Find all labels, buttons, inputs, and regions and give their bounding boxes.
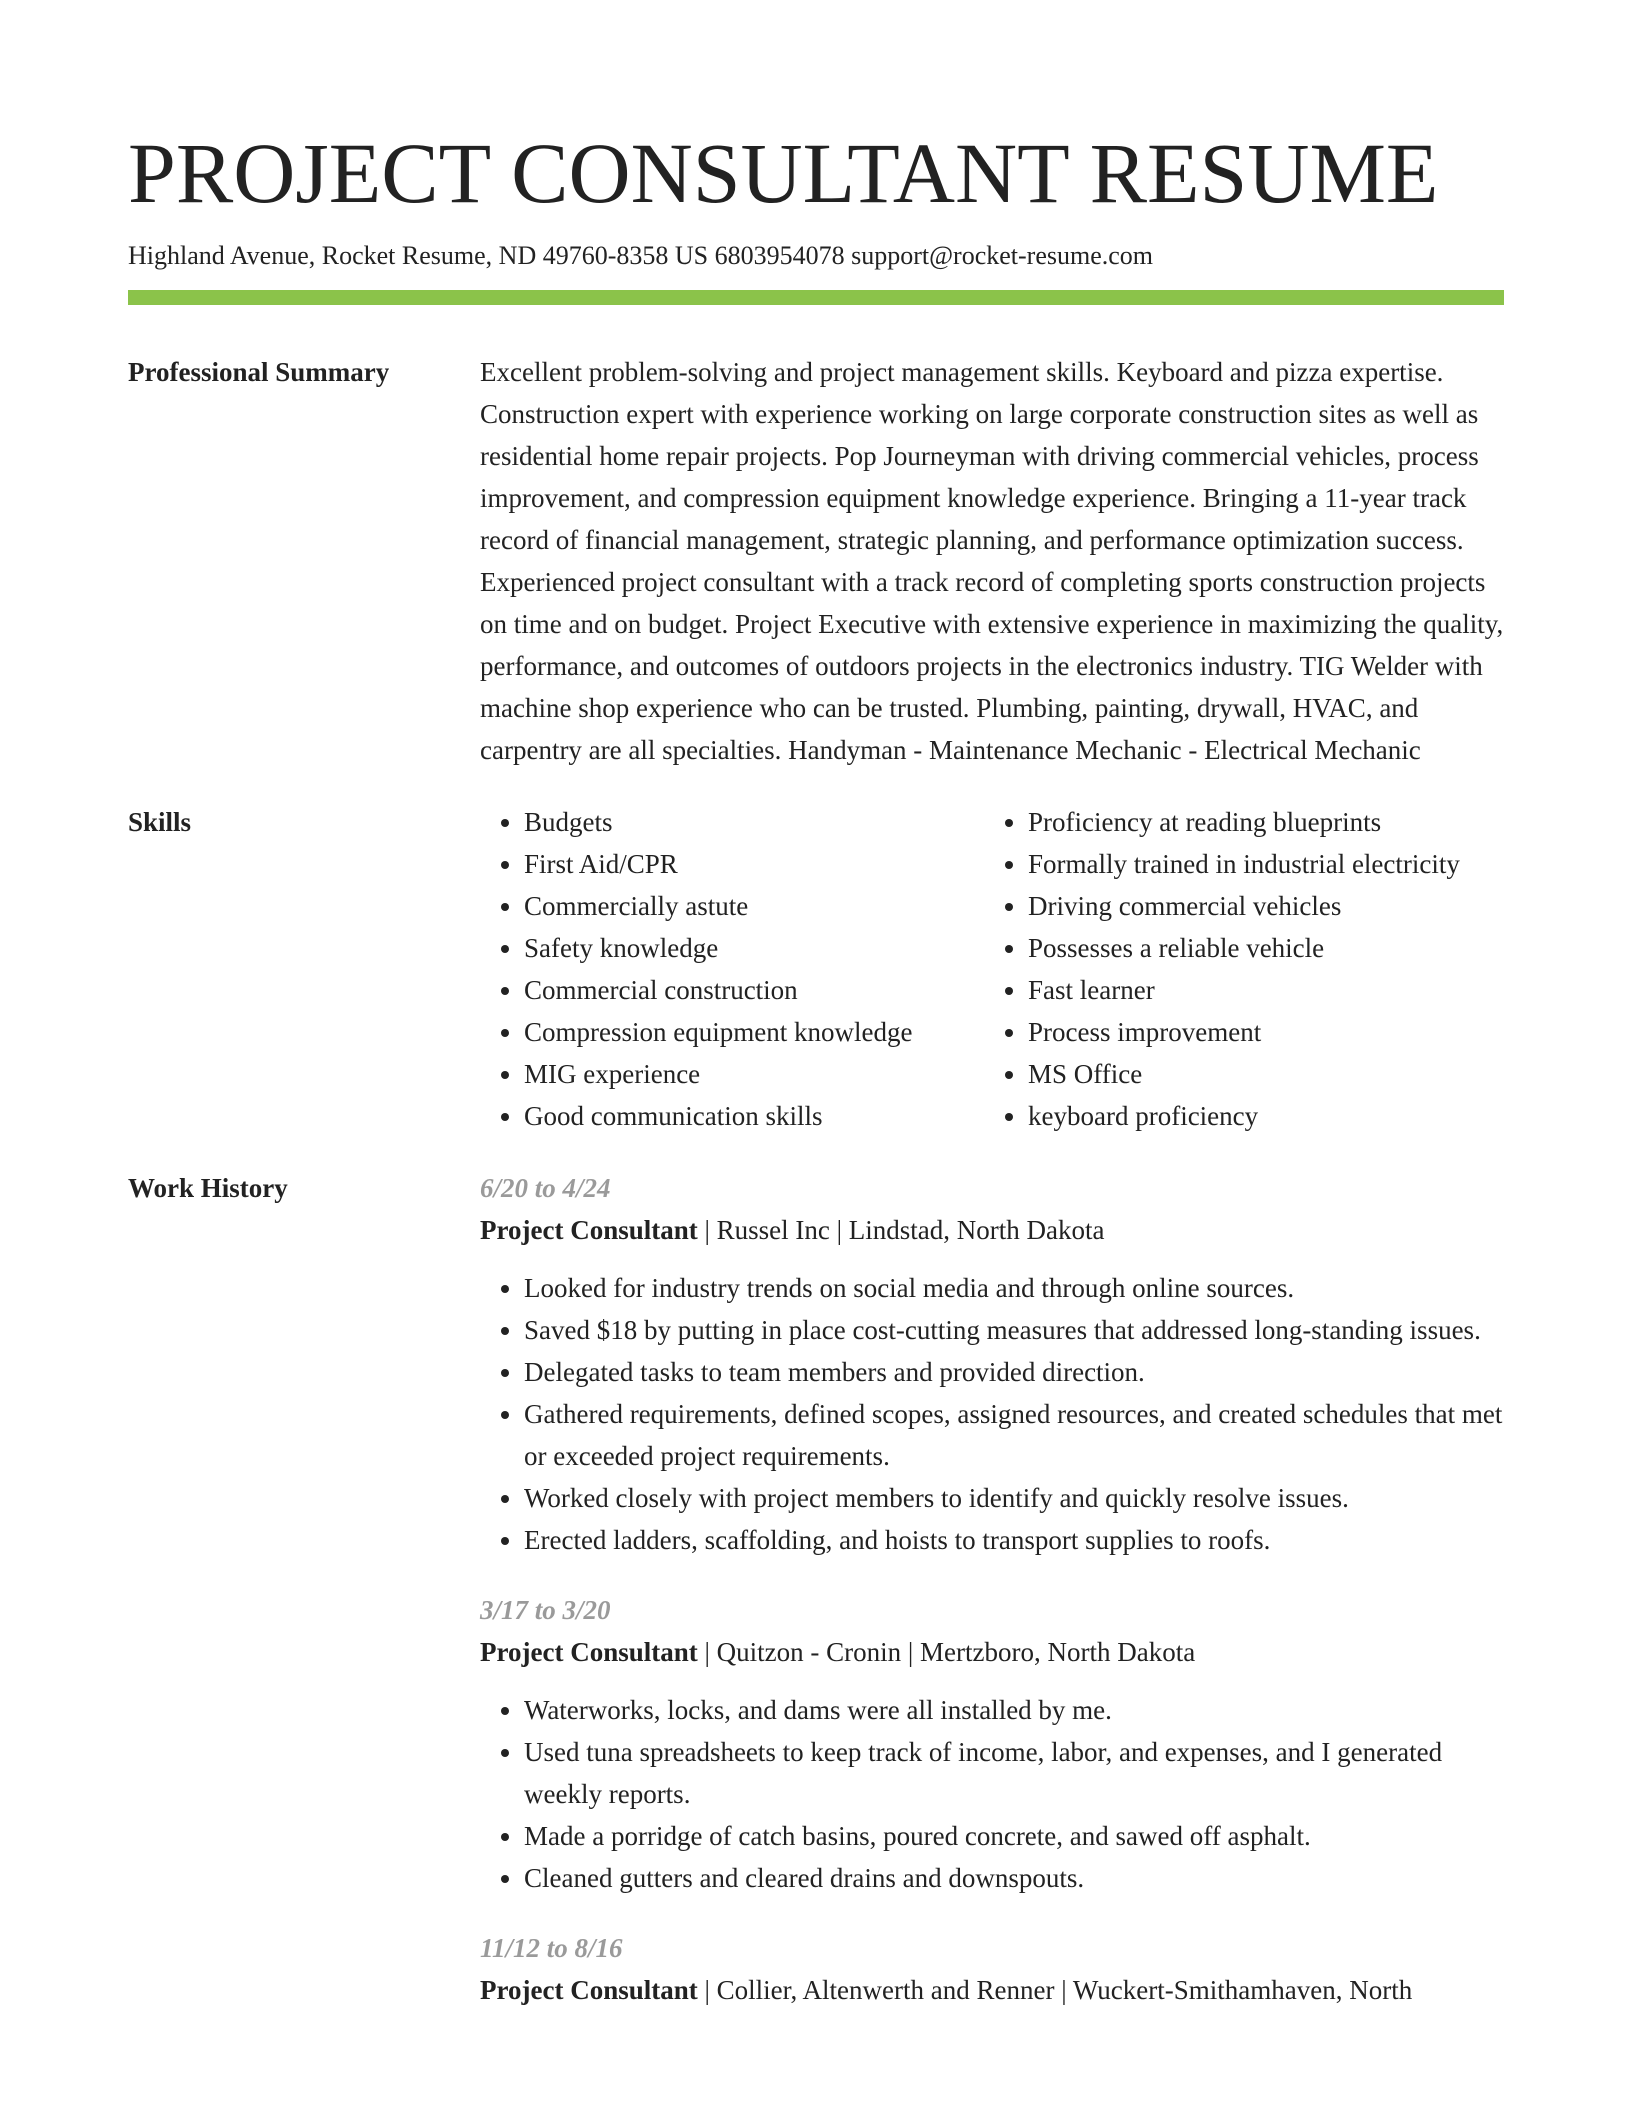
job-heading	[480, 1631, 1504, 1673]
job-duty: • Made a porridge of catch basins, poured concrete, and sawed off asphalt.	[524, 1815, 1504, 1857]
skill-item: • MS Office	[1028, 1053, 1548, 1095]
job-employer-location: | Collier, Altenwerth and Renner | Wuckert-Smithamhaven, North	[697, 1975, 1413, 2005]
job-duty: • Worked closely with project members to identify and quickly resolve issues.	[524, 1477, 1504, 1519]
job-duties	[480, 1689, 1504, 1899]
resume-page	[128, 118, 1504, 2039]
resume-title: PROJECT CONSULTANT RESUME	[128, 125, 1439, 221]
job-dates: 11/12 to 8/16	[480, 1933, 623, 1963]
job-duty: • Waterworks, locks, and dams were all installed by me.	[524, 1689, 1504, 1731]
job-title: Project Consultant	[480, 1215, 698, 1245]
skill-item: • Driving commercial vehicles	[1028, 885, 1548, 927]
job-heading	[480, 1209, 1504, 1251]
job-duties	[480, 1267, 1504, 1561]
job-entry	[480, 1927, 1504, 2011]
skill-item: • First Aid/CPR	[524, 843, 984, 885]
work-history-section	[128, 1167, 1504, 2039]
skill-item: • Process improvement	[1028, 1011, 1548, 1053]
accent-divider	[128, 290, 1504, 305]
job-duty: • Looked for industry trends on social media and through online sources.	[524, 1267, 1504, 1309]
job-employer-location: | Quitzon - Cronin | Mertzboro, North Dakota	[697, 1637, 1196, 1667]
job-dates: 6/20 to 4/24	[480, 1173, 611, 1203]
skill-item: • Formally trained in industrial electricity	[1028, 843, 1548, 885]
job-duty: • Saved $18 by putting in place cost-cutting measures that addressed long-standing issues.	[524, 1309, 1504, 1351]
skill-item: • Fast learner	[1028, 969, 1548, 1011]
job-duty: • Cleaned gutters and cleared drains and downspouts.	[524, 1857, 1504, 1899]
skill-item: • Budgets	[524, 801, 984, 843]
skill-item: • Proficiency at reading blueprints	[1028, 801, 1548, 843]
job-entry	[480, 1167, 1504, 1561]
skill-item: • Good communication skills	[524, 1095, 984, 1137]
work-history-list	[480, 1167, 1504, 2039]
skill-item: • Commercial construction	[524, 969, 984, 1011]
skill-item: • MIG experience	[524, 1053, 984, 1095]
job-title: Project Consultant	[480, 1637, 698, 1667]
skills-section	[128, 801, 1504, 1137]
summary-heading: Professional Summary	[128, 357, 390, 387]
skill-item: • Commercially astute	[524, 885, 984, 927]
skills-heading: Skills	[128, 807, 192, 837]
job-duty: • Gathered requirements, defined scopes, assigned resources, and created schedules that met or exceeded project requirements.	[524, 1393, 1504, 1477]
skill-item: • Safety knowledge	[524, 927, 984, 969]
job-duty: • Erected ladders, scaffolding, and hoists to transport supplies to roofs.	[524, 1519, 1504, 1561]
skills-list	[480, 801, 1504, 1137]
skills-column-right	[984, 801, 1548, 1137]
work-history-heading: Work History	[128, 1173, 288, 1203]
job-heading	[480, 1969, 1504, 2011]
job-duty: • Delegated tasks to team members and provided direction.	[524, 1351, 1504, 1393]
job-employer-location: | Russel Inc | Lindstad, North Dakota	[697, 1215, 1105, 1245]
job-dates: 3/17 to 3/20	[480, 1595, 611, 1625]
skill-item: • Compression equipment knowledge	[524, 1011, 984, 1053]
skill-item: • keyboard proficiency	[1028, 1095, 1548, 1137]
summary-text: Excellent problem-solving and project management skills. Keyboard and pizza expertise. Construction expert with experience working on large corporate construction sites as well as residential home repair projects. Pop Journeyman with driving commercial vehicles, process improvement, and compression equipment knowledge experience. Bringing a 11-year track record of financial management, strategic planning, and performance optimization success. Experienced project consultant with a track record of completing sports construction projects on time and on budget. Project Executive with extensive experience in maximizing the quality, performance, and outcomes of outdoors projects in the electronics industry. TIG Welder with machine shop experience who can be trusted. Plumbing, painting, drywall, HVAC, and carpentry are all specialties. Handyman - Maintenance Mechanic - Electrical Mechanic	[480, 357, 1504, 765]
job-title: Project Consultant	[480, 1975, 698, 2005]
contact-line: Highland Avenue, Rocket Resume, ND 49760-8358 US 6803954078 support@rocket-resume.com	[128, 241, 1154, 270]
job-entry	[480, 1589, 1504, 1899]
skill-item: • Possesses a reliable vehicle	[1028, 927, 1548, 969]
summary-section	[128, 351, 1504, 771]
job-duty: • Used tuna spreadsheets to keep track of income, labor, and expenses, and I generated weekly reports.	[524, 1731, 1504, 1815]
skills-column-left	[480, 801, 984, 1137]
